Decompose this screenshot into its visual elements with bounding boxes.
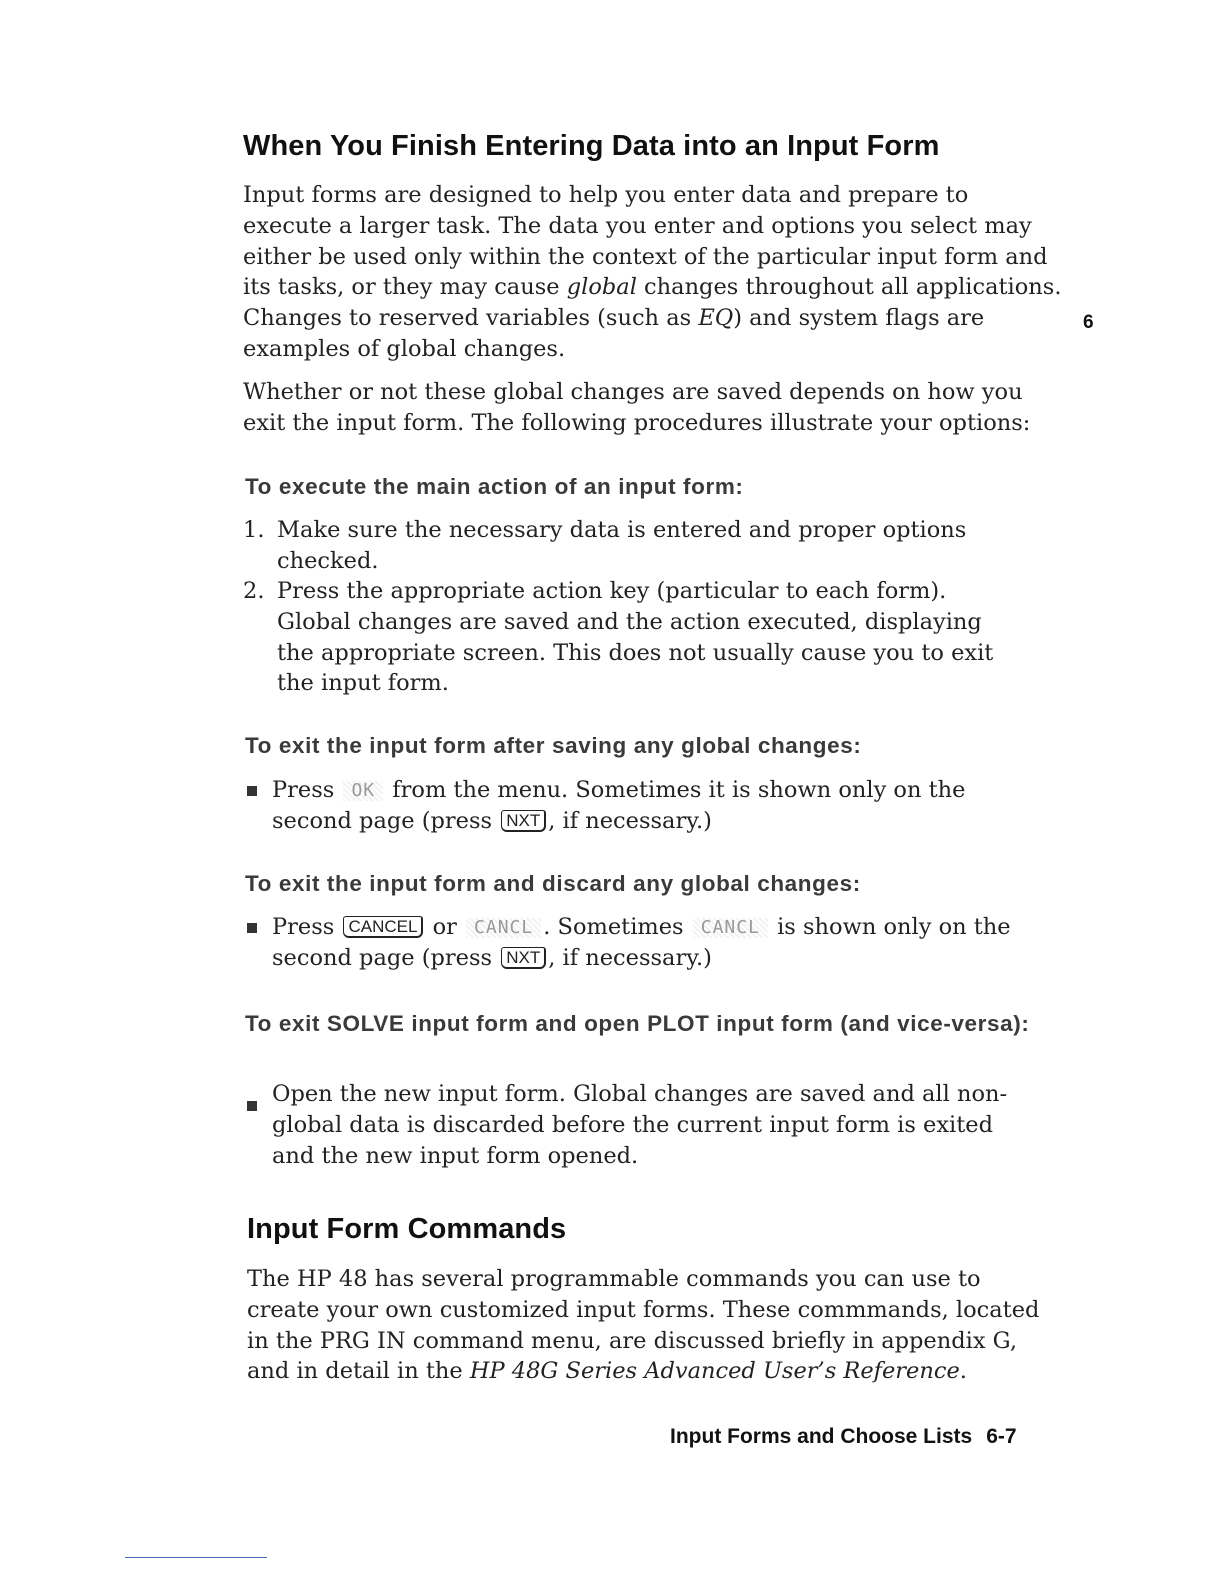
nxt-key: NXT bbox=[501, 810, 546, 832]
step-number-1: 1. bbox=[243, 517, 265, 543]
footer-page-number: 6-7 bbox=[986, 1425, 1017, 1448]
heading-execute-main-action: To execute the main action of an input form: bbox=[245, 474, 744, 499]
cancl-menu-key-2: CANCL bbox=[693, 918, 768, 938]
commands-text-b: . bbox=[959, 1358, 967, 1385]
discard-text-press: Press bbox=[272, 914, 342, 940]
bullet-icon bbox=[247, 786, 257, 796]
chapter-tab-marker: 6 bbox=[1083, 312, 1094, 333]
cancl-menu-key: CANCL bbox=[466, 918, 541, 938]
ok-menu-key: OK bbox=[343, 781, 383, 801]
save-text-end: , if necessary.) bbox=[548, 807, 712, 834]
save-text-press: Press bbox=[272, 777, 342, 803]
intro-emphasis-global: global bbox=[566, 274, 637, 301]
discard-instruction bbox=[272, 912, 1062, 974]
step-number-2: 2. bbox=[243, 578, 265, 604]
page-footer bbox=[670, 1425, 1017, 1449]
heading-solve-plot: To exit SOLVE input form and open PLOT input form (and vice-versa): bbox=[245, 1011, 1030, 1036]
intro-text-b: changes throughout all applications. Changes to reserved variables (such as bbox=[243, 274, 1062, 332]
reference-title: HP 48G Series Advanced User’s Reference bbox=[469, 1358, 960, 1385]
options-paragraph: Whether or not these global changes are saved depends on how you exit the input form. The following procedures illustrate your options: bbox=[243, 379, 1031, 436]
heading-exit-discard: To exit the input form and discard any global changes: bbox=[245, 871, 861, 896]
save-instruction bbox=[272, 775, 1042, 837]
bullet-icon bbox=[247, 1101, 257, 1111]
intro-paragraph bbox=[243, 180, 1063, 365]
intro-variable-eq: EQ bbox=[698, 305, 734, 332]
save-text-mid: from the menu. Sometimes it is shown only on the second page (press bbox=[272, 777, 966, 834]
intro-text-a: Input forms are designed to help you enter data and prepare to execute a larger task. The data you enter and options you select may either be used only within the context of the particular input form and its tasks, or they may cause bbox=[243, 182, 1048, 301]
discard-text-sometimes: . Sometimes bbox=[543, 914, 691, 940]
commands-paragraph bbox=[247, 1264, 1047, 1387]
discard-text-end: , if necessary.) bbox=[548, 944, 712, 971]
section-title-input-form-commands: Input Form Commands bbox=[247, 1213, 567, 1245]
footer-chapter-title: Input Forms and Choose Lists bbox=[670, 1425, 973, 1448]
heading-exit-save: To exit the input form after saving any global changes: bbox=[245, 733, 862, 758]
step-1-text: Make sure the necessary data is entered and proper options checked. bbox=[277, 517, 967, 574]
commands-text-a: The HP 48 has several programmable commands you can use to create your own customized input forms. These commmands, located in the PRG IN command menu, are discussed briefly in appendix G, and in detail in the bbox=[247, 1266, 1040, 1385]
discard-text-or: or bbox=[425, 914, 465, 940]
footnote-divider bbox=[125, 1557, 267, 1558]
nxt-key: NXT bbox=[501, 947, 546, 969]
cancel-key: CANCEL bbox=[343, 916, 423, 938]
step-2-text: Press the appropriate action key (particular to each form). Global changes are saved and the action executed, displaying the appropriate screen. This does not usually cause you to exit the input form. bbox=[277, 578, 994, 697]
bullet-icon bbox=[247, 923, 257, 933]
section-title-finish-entering: When You Finish Entering Data into an Input Form bbox=[243, 130, 940, 162]
discard-text-mid: is shown only on the second page (press bbox=[272, 914, 1011, 971]
solve-instruction: Open the new input form. Global changes are saved and all non-global data is discarded before the current input form is exited and the new input form opened. bbox=[272, 1081, 1008, 1169]
intro-text-c: ) and system flags are examples of global changes. bbox=[243, 305, 985, 362]
